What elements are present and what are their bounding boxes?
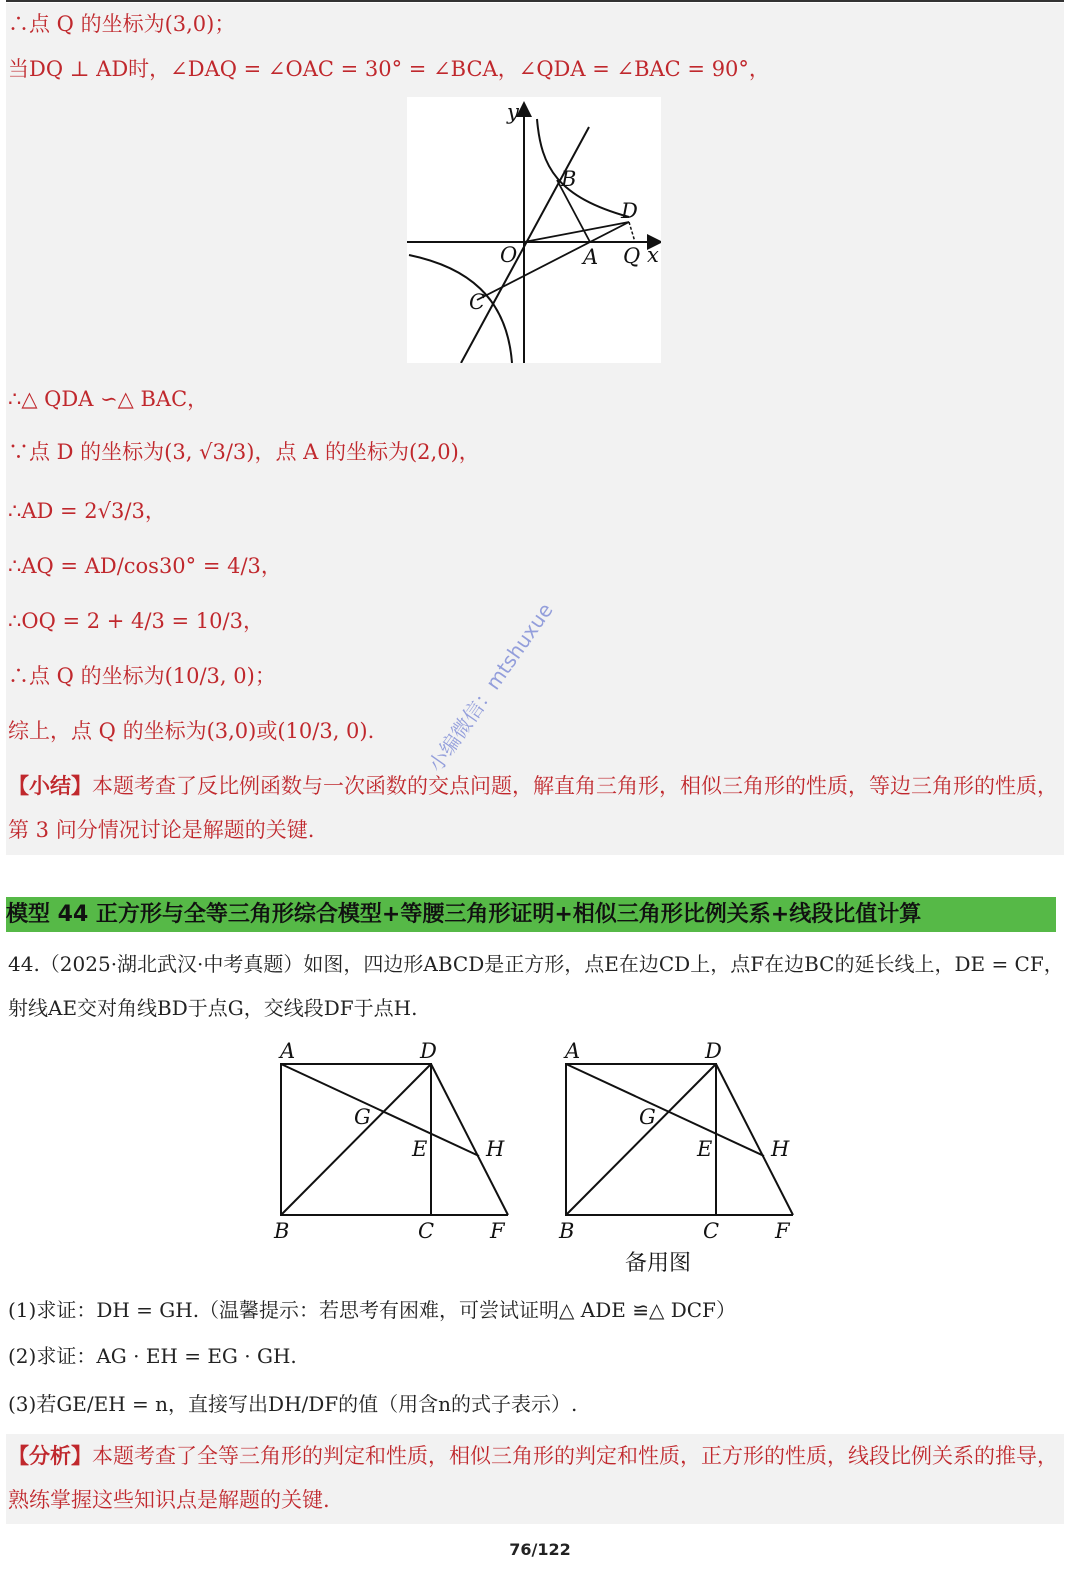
fig2-label-e: E bbox=[697, 1137, 713, 1161]
fig2-label-f: F bbox=[775, 1219, 790, 1243]
fig2-label-c: C bbox=[703, 1219, 720, 1243]
fig1-label-a: A bbox=[280, 1040, 296, 1063]
solution-line-5: ∴AD = 2√3/3， bbox=[8, 499, 166, 523]
solution-line-4: ∵点 D 的坐标为(3, √3/3)，点 A 的坐标为(2,0)， bbox=[8, 440, 480, 464]
solution-line-6: ∴AQ = AD/cos30° = 4/3， bbox=[8, 554, 282, 578]
summary bbox=[8, 764, 1058, 852]
fig2-label-g: G bbox=[639, 1105, 656, 1129]
label-d: D bbox=[621, 199, 638, 223]
solution-line-3: ∴△ QDA ∽△ BAC， bbox=[8, 387, 209, 411]
summary-tag: 【小结】 bbox=[8, 773, 92, 798]
question-2: (2)求证：AG · EH = EG · GH. bbox=[8, 1344, 297, 1368]
fig1-label-h: H bbox=[486, 1137, 505, 1161]
watermark: 小编微信：mtshuxue bbox=[423, 598, 558, 777]
fig2-label-h: H bbox=[771, 1137, 790, 1161]
fig1-label-f: F bbox=[490, 1219, 505, 1243]
summary-text: 本题考查了反比例函数与一次函数的交点问题，解直角三角形，相似三角形的性质，等边三角形的性质，第 3 问分情况讨论是解题的关键. bbox=[8, 774, 1058, 842]
model-banner: 模型 44 正方形与全等三角形综合模型+等腰三角形证明+相似三角形比例关系+线段比值计算 bbox=[6, 897, 1056, 932]
fig2-label-b: B bbox=[559, 1219, 575, 1243]
hyperbola-branch-1 bbox=[537, 119, 629, 217]
problem-statement: 44.（2025·湖北武汉·中考真题）如图，四边形ABCD是正方形，点E在边CD上，点F在边BC的延长线上，DE = CF，射线AE交对角线BD于点G，交线段DF于点H. bbox=[8, 952, 1064, 1020]
page-number: 76/122 bbox=[509, 1540, 571, 1559]
hyperbola-branch-2 bbox=[409, 255, 512, 363]
fig1-label-b: B bbox=[274, 1219, 290, 1243]
solution-line-2: 当DQ ⊥ AD时，∠DAQ = ∠OAC = 30° = ∠BCA，∠QDA = ∠BAC = 90°， bbox=[8, 57, 770, 81]
analysis-text: 本题考查了全等三角形的判定和性质，相似三角形的判定和性质，正方形的性质，线段比例关系的推导，熟练掌握这些知识点是解题的关键. bbox=[8, 1444, 1058, 1512]
label-a: A bbox=[583, 245, 599, 269]
segment-dq bbox=[629, 222, 635, 242]
coordinate-graph bbox=[407, 97, 661, 363]
label-x: x bbox=[647, 243, 659, 267]
fig1-label-d: D bbox=[420, 1040, 437, 1063]
figure-spare bbox=[558, 1040, 793, 1276]
question-1: (1)求证：DH = GH.（温馨提示：若思考有困难，可尝试证明△ ADE ≌△ DCF） bbox=[8, 1298, 736, 1322]
solution-line-7: ∴OQ = 2 + 4/3 = 10/3， bbox=[8, 609, 264, 633]
label-y: y bbox=[507, 100, 519, 124]
analysis bbox=[8, 1434, 1058, 1522]
solution-line-9: 综上，点 Q 的坐标为(3,0)或(10/3, 0). bbox=[8, 719, 375, 743]
fig2-label-a: A bbox=[565, 1040, 581, 1063]
solution-line-1: ∴点 Q 的坐标为(3,0)； bbox=[8, 12, 236, 36]
label-o: O bbox=[500, 243, 518, 267]
analysis-tag: 【分析】 bbox=[8, 1443, 92, 1468]
fig1-label-g: G bbox=[354, 1105, 371, 1129]
segment-od bbox=[524, 222, 629, 242]
label-q: Q bbox=[623, 244, 641, 268]
figure-main bbox=[273, 1040, 508, 1243]
top-rule bbox=[6, 0, 1064, 2]
analysis-block bbox=[6, 1434, 1064, 1524]
fig1-label-c: C bbox=[418, 1219, 435, 1243]
question-3: (3)若GE/EH = n，直接写出DH/DF的值（用含n的式子表示）. bbox=[8, 1392, 578, 1416]
fig2-label-d: D bbox=[705, 1040, 722, 1063]
geometry-figures bbox=[270, 1040, 810, 1284]
fig1-label-e: E bbox=[412, 1137, 428, 1161]
spare-caption: 备用图 bbox=[625, 1251, 692, 1276]
solution-line-8: ∴点 Q 的坐标为(10/3, 0)； bbox=[8, 664, 276, 688]
label-b: B bbox=[561, 167, 577, 191]
label-c: C bbox=[469, 290, 486, 314]
